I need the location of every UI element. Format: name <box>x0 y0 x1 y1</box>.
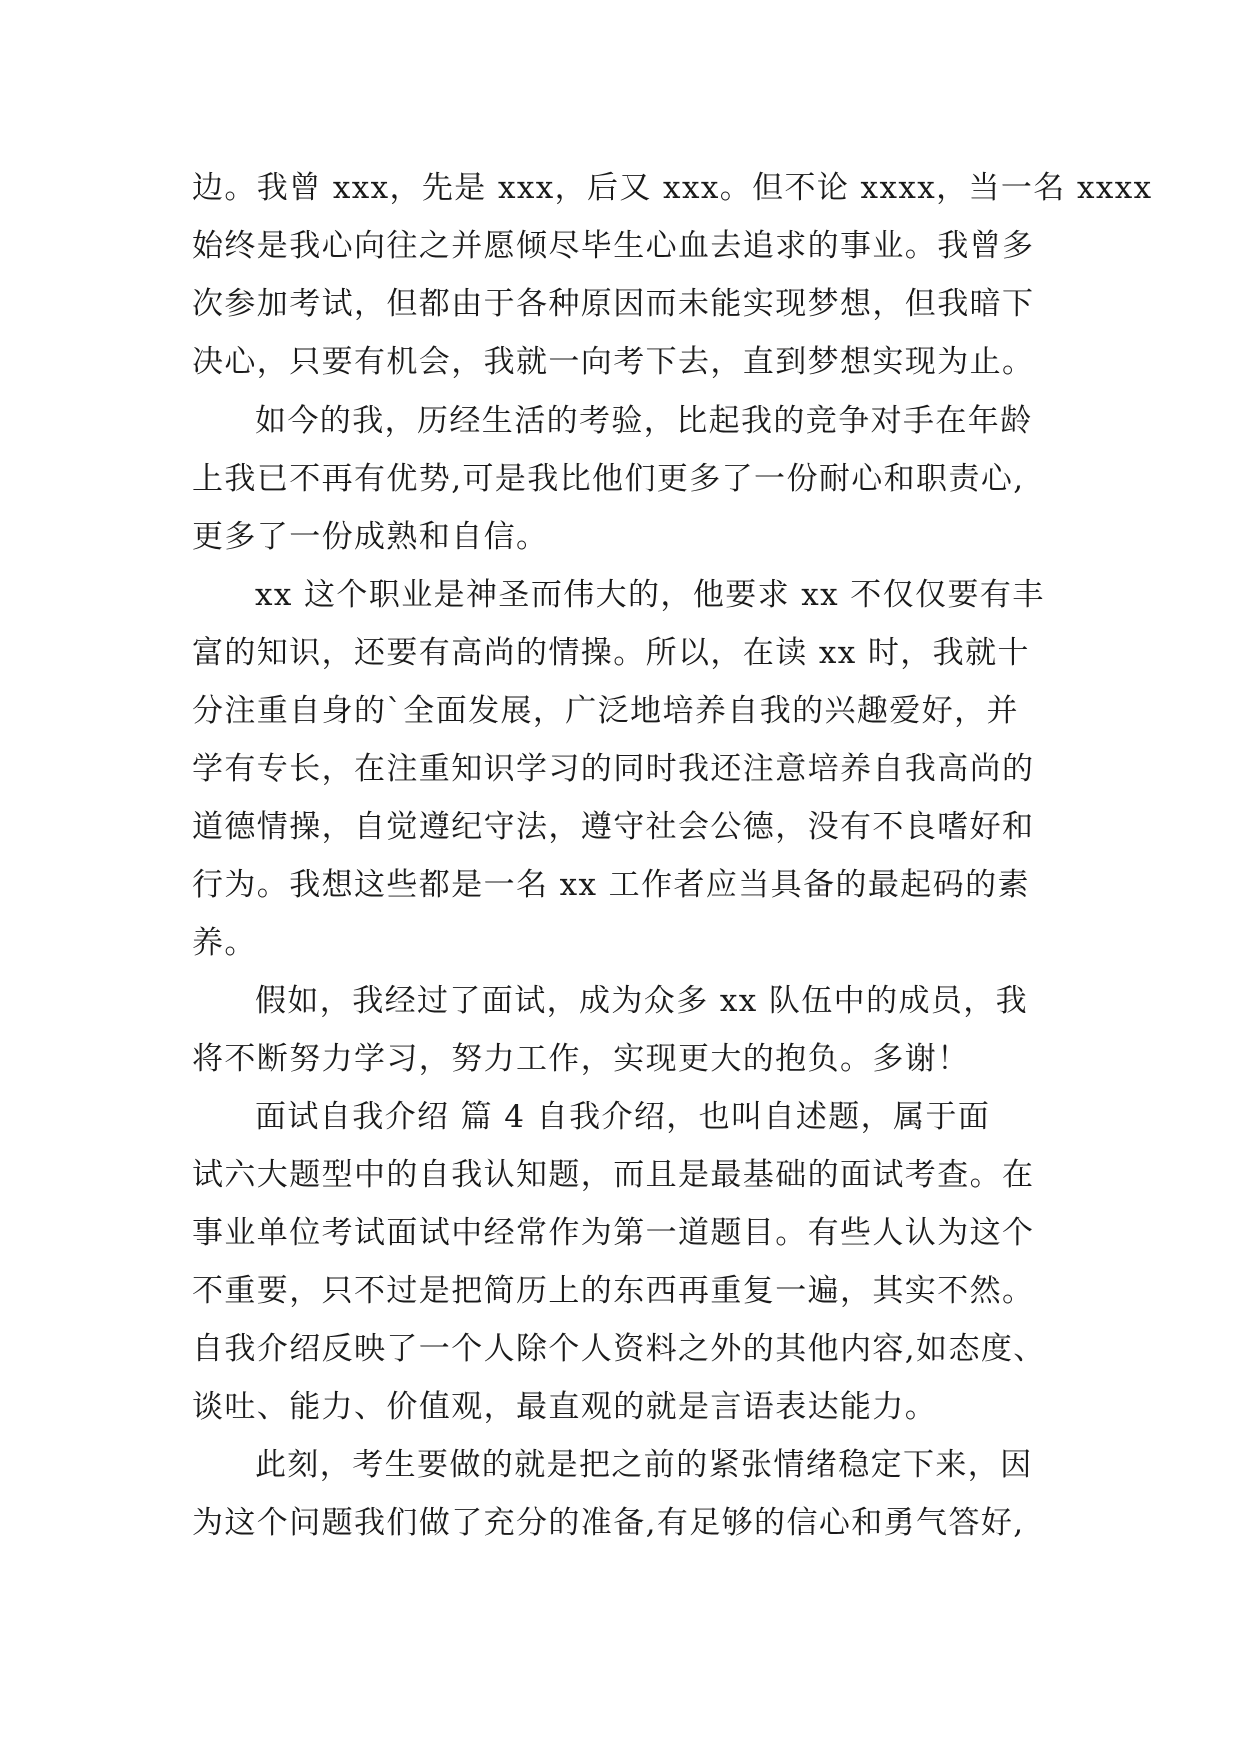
text-line: 试六大题型中的自我认知题，而且是最基础的面试考查。在 <box>192 1157 1035 1193</box>
text-line: 事业单位考试面试中经常作为第一道题目。有些人认为这个 <box>192 1215 1035 1251</box>
text-line: 自我介绍反映了一个人除个人资料之外的其他内容,如态度、 <box>192 1331 1046 1367</box>
text-line: 道德情操，自觉遵纪守法，遵守社会公德，没有不良嗜好和 <box>192 809 1035 845</box>
text-line: 边。我曾 xxx，先是 xxx，后又 xxx。但不论 xxxx，当一名 xxxx <box>192 170 1153 206</box>
text-line: 决心，只要有机会，我就一向考下去，直到梦想实现为止。 <box>192 344 1035 380</box>
paragraph-start-line: 假如，我经过了面试，成为众多 xx 队伍中的成员，我 <box>255 983 1029 1019</box>
paragraph-start-line: 如今的我，历经生活的考验，比起我的竞争对手在年龄 <box>255 403 1033 439</box>
text-line: 养。 <box>192 925 257 961</box>
text-line: 始终是我心向往之并愿倾尽毕生心血去追求的事业。我曾多 <box>192 228 1035 264</box>
text-line: 行为。我想这些都是一名 xx 工作者应当具备的最起码的素 <box>192 867 1030 903</box>
section-heading-line: 面试自我介绍 篇 4 自我介绍，也叫自述题，属于面 <box>255 1099 991 1135</box>
text-line: 上我已不再有优势,可是我比他们更多了一份耐心和职责心, <box>192 461 1025 497</box>
text-line: 将不断努力学习，努力工作，实现更大的抱负。多谢！ <box>192 1041 970 1077</box>
text-line: 学有专长，在注重知识学习的同时我还注意培养自我高尚的 <box>192 751 1035 787</box>
text-line: 不重要，只不过是把简历上的东西再重复一遍，其实不然。 <box>192 1273 1035 1309</box>
text-line: 分注重自身的`全面发展，广泛地培养自我的兴趣爱好，并 <box>192 693 1019 729</box>
paragraph-start-line: xx 这个职业是神圣而伟大的，他要求 xx 不仅仅要有丰 <box>255 577 1045 613</box>
text-line: 富的知识，还要有高尚的情操。所以，在读 xx 时，我就十 <box>192 635 1030 671</box>
paragraph-start-line: 此刻，考生要做的就是把之前的紧张情绪稳定下来，因 <box>255 1447 1033 1483</box>
text-line: 为这个问题我们做了充分的准备,有足够的信心和勇气答好, <box>192 1505 1025 1541</box>
text-line: 次参加考试，但都由于各种原因而未能实现梦想，但我暗下 <box>192 286 1035 322</box>
text-line: 更多了一份成熟和自信。 <box>192 519 549 555</box>
text-line: 谈吐、能力、价值观，最直观的就是言语表达能力。 <box>192 1389 938 1425</box>
